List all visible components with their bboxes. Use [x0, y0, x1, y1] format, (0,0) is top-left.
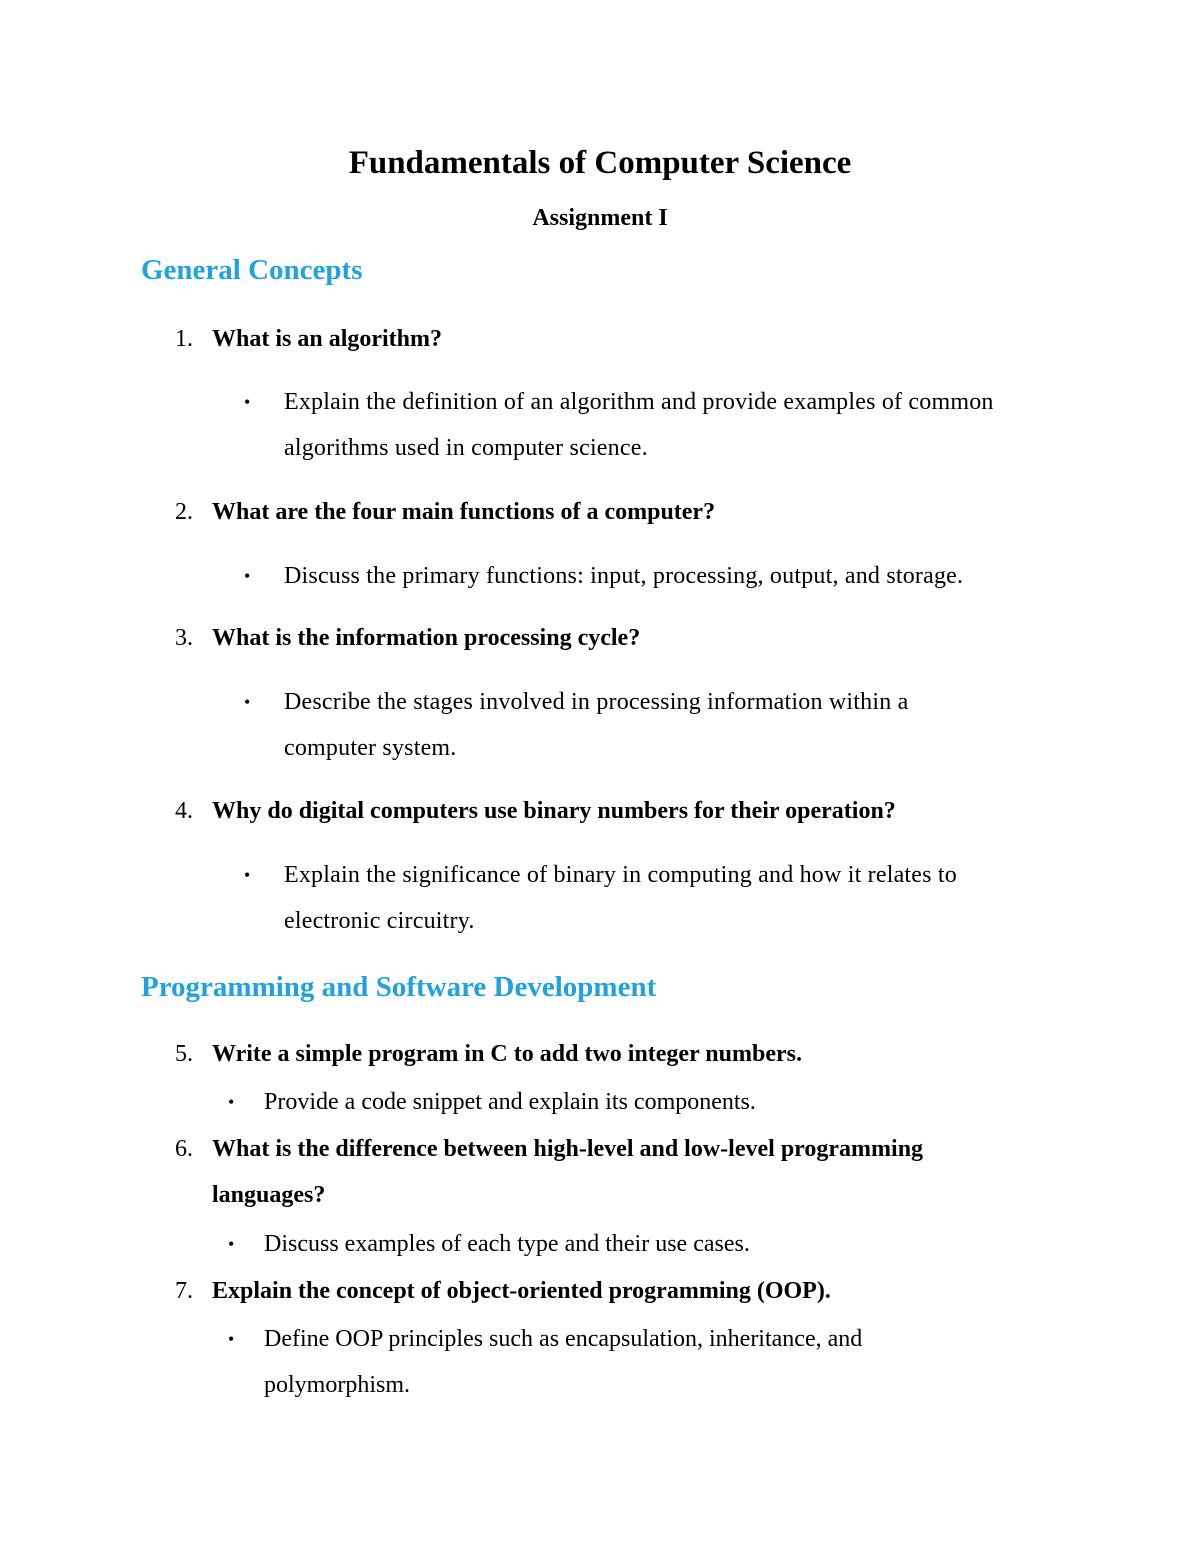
question-text: What is an algorithm?: [212, 326, 443, 352]
question-text: What is the difference between high-level and low-level programming languages?: [212, 1136, 924, 1208]
bullet-text: Explain the significance of binary in computing and how it relates to electronic circuitry.: [284, 862, 957, 934]
bullet-text: Discuss the primary functions: input, processing, output, and storage.: [284, 563, 964, 589]
bullet-text: Provide a code snippet and explain its components.: [264, 1089, 756, 1115]
section-heading-general-concepts: General Concepts: [141, 254, 363, 286]
question-number: 5.: [175, 1041, 193, 1067]
bullet-icon: •: [228, 1234, 235, 1254]
question-text: What is the information processing cycle?: [212, 625, 641, 651]
question-number: 7.: [175, 1278, 193, 1304]
question-text: Explain the concept of object-oriented programming (OOP).: [212, 1278, 831, 1304]
question-text: Write a simple program in C to add two integer numbers.: [212, 1041, 802, 1067]
bullet-text: Define OOP principles such as encapsulation, inheritance, and polymorphism.: [264, 1326, 863, 1398]
section-heading-programming: Programming and Software Development: [141, 971, 657, 1003]
question-number: 3.: [175, 625, 193, 651]
question-text: Why do digital computers use binary numbers for their operation?: [212, 798, 896, 824]
question-number: 4.: [175, 798, 193, 824]
bullet-icon: •: [228, 1092, 235, 1112]
document-subtitle: Assignment I: [532, 205, 668, 231]
question-number: 6.: [175, 1136, 193, 1162]
question-number: 2.: [175, 499, 193, 525]
bullet-text: Explain the definition of an algorithm and provide examples of common algorithms used in computer science.: [284, 389, 994, 461]
question-text: What are the four main functions of a computer?: [212, 499, 716, 525]
bullet-icon: •: [244, 692, 251, 712]
bullet-icon: •: [244, 865, 251, 885]
bullet-text: Discuss examples of each type and their use cases.: [264, 1231, 750, 1257]
bullet-icon: •: [244, 392, 251, 412]
document-title: Fundamentals of Computer Science: [348, 145, 852, 181]
question-number: 1.: [175, 326, 193, 352]
bullet-icon: •: [244, 566, 251, 586]
bullet-icon: •: [228, 1329, 235, 1349]
bullet-text: Describe the stages involved in processing information within a computer system.: [284, 689, 909, 761]
